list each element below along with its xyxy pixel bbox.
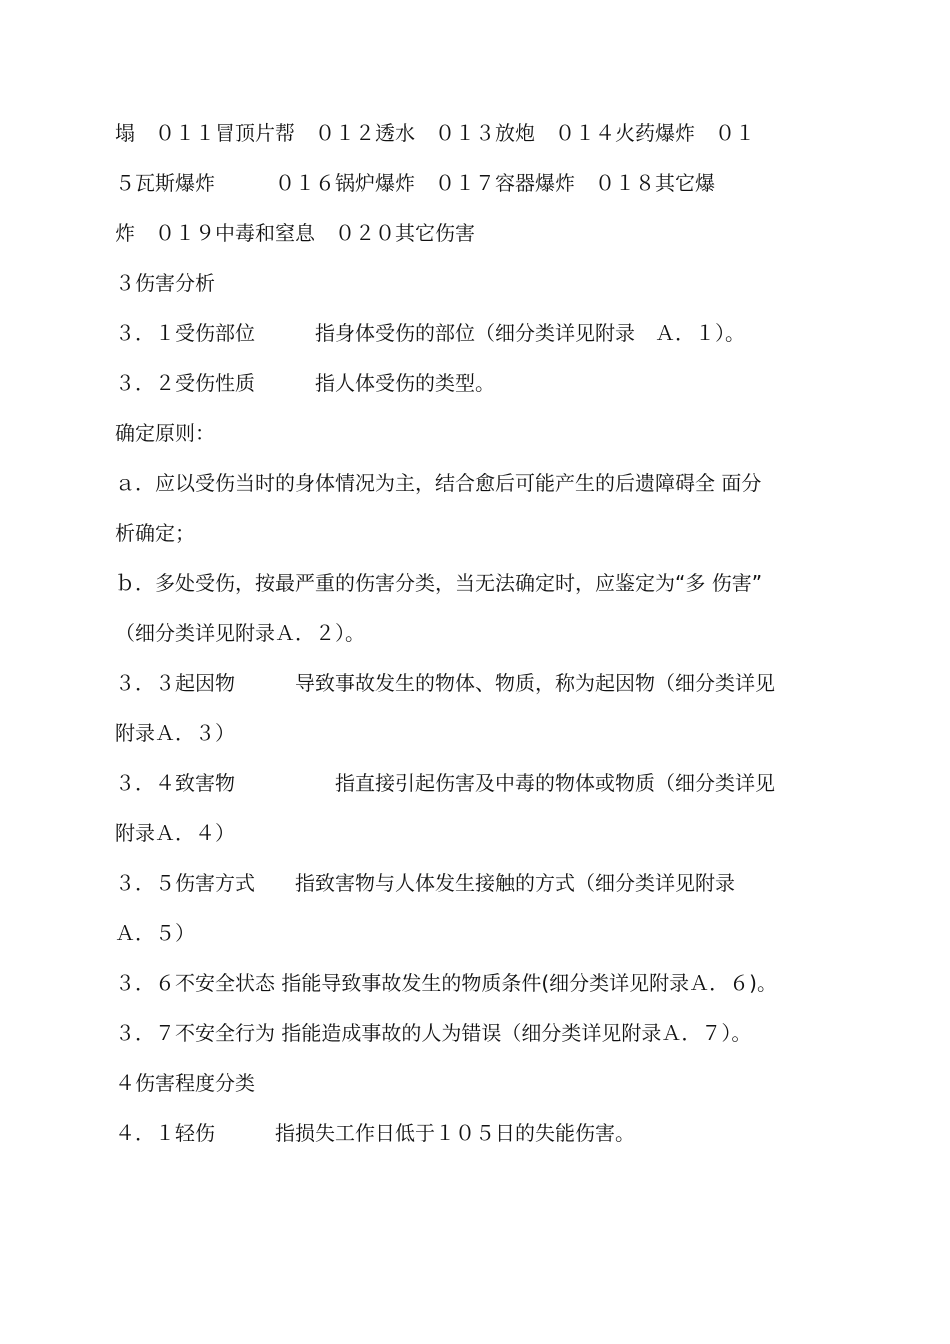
text-line-3: 炸 ０１９中毒和窒息 ０２０其它伤害 (115, 221, 475, 245)
text-line-9: 析确定； (115, 521, 195, 545)
text-line-11: （细分类详见附录Ａ．２）。 (115, 621, 365, 645)
text-line-5: ３．１受伤部位 指身体受伤的部位（细分类详见附录 Ａ．１）。 (115, 321, 745, 345)
text-line-14: ３．４致害物 指直接引起伤害及中毒的物体或物质（细分类详见 (115, 771, 775, 795)
text-line-2: ５瓦斯爆炸 ０１６锅炉爆炸 ０１７容器爆炸 ０１８其它爆 (115, 171, 715, 195)
text-line-19: ３．７不安全行为 指能造成事故的人为错误（细分类详见附录Ａ．７）。 (115, 1021, 752, 1045)
text-line-21: ４．１轻伤 指损失工作日低于１０５日的失能伤害。 (115, 1121, 635, 1145)
text-line-6: ３．２受伤性质 指人体受伤的类型。 (115, 371, 495, 395)
text-line-8: ａ．应以受伤当时的身体情况为主，结合愈后可能产生的后遗障碍全 面分 (115, 471, 762, 495)
text-line-7: 确定原则： (115, 421, 215, 445)
text-line-17: Ａ．５） (115, 921, 195, 945)
section-heading-4: ４伤害程度分类 (115, 1071, 255, 1095)
text-line-1: 塌 ０１１冒顶片帮 ０１２透水 ０１３放炮 ０１４火药爆炸 ０１ (115, 121, 755, 145)
text-line-10: ｂ．多处受伤，按最严重的伤害分类，当无法确定时，应鉴定为“多 伤害” (115, 571, 763, 595)
section-heading-3: ３伤害分析 (115, 271, 215, 295)
text-line-12: ３．３起因物 导致事故发生的物体、物质，称为起因物（细分类详见 (115, 671, 775, 695)
text-line-15: 附录Ａ．４） (115, 821, 235, 845)
text-line-13: 附录Ａ．３） (115, 721, 235, 745)
text-line-16: ３．５伤害方式 指致害物与人体发生接触的方式（细分类详见附录 (115, 871, 735, 895)
text-line-18: ３．６不安全状态 指能导致事故发生的物质条件(细分类详见附录Ａ．６)。 (115, 971, 777, 995)
